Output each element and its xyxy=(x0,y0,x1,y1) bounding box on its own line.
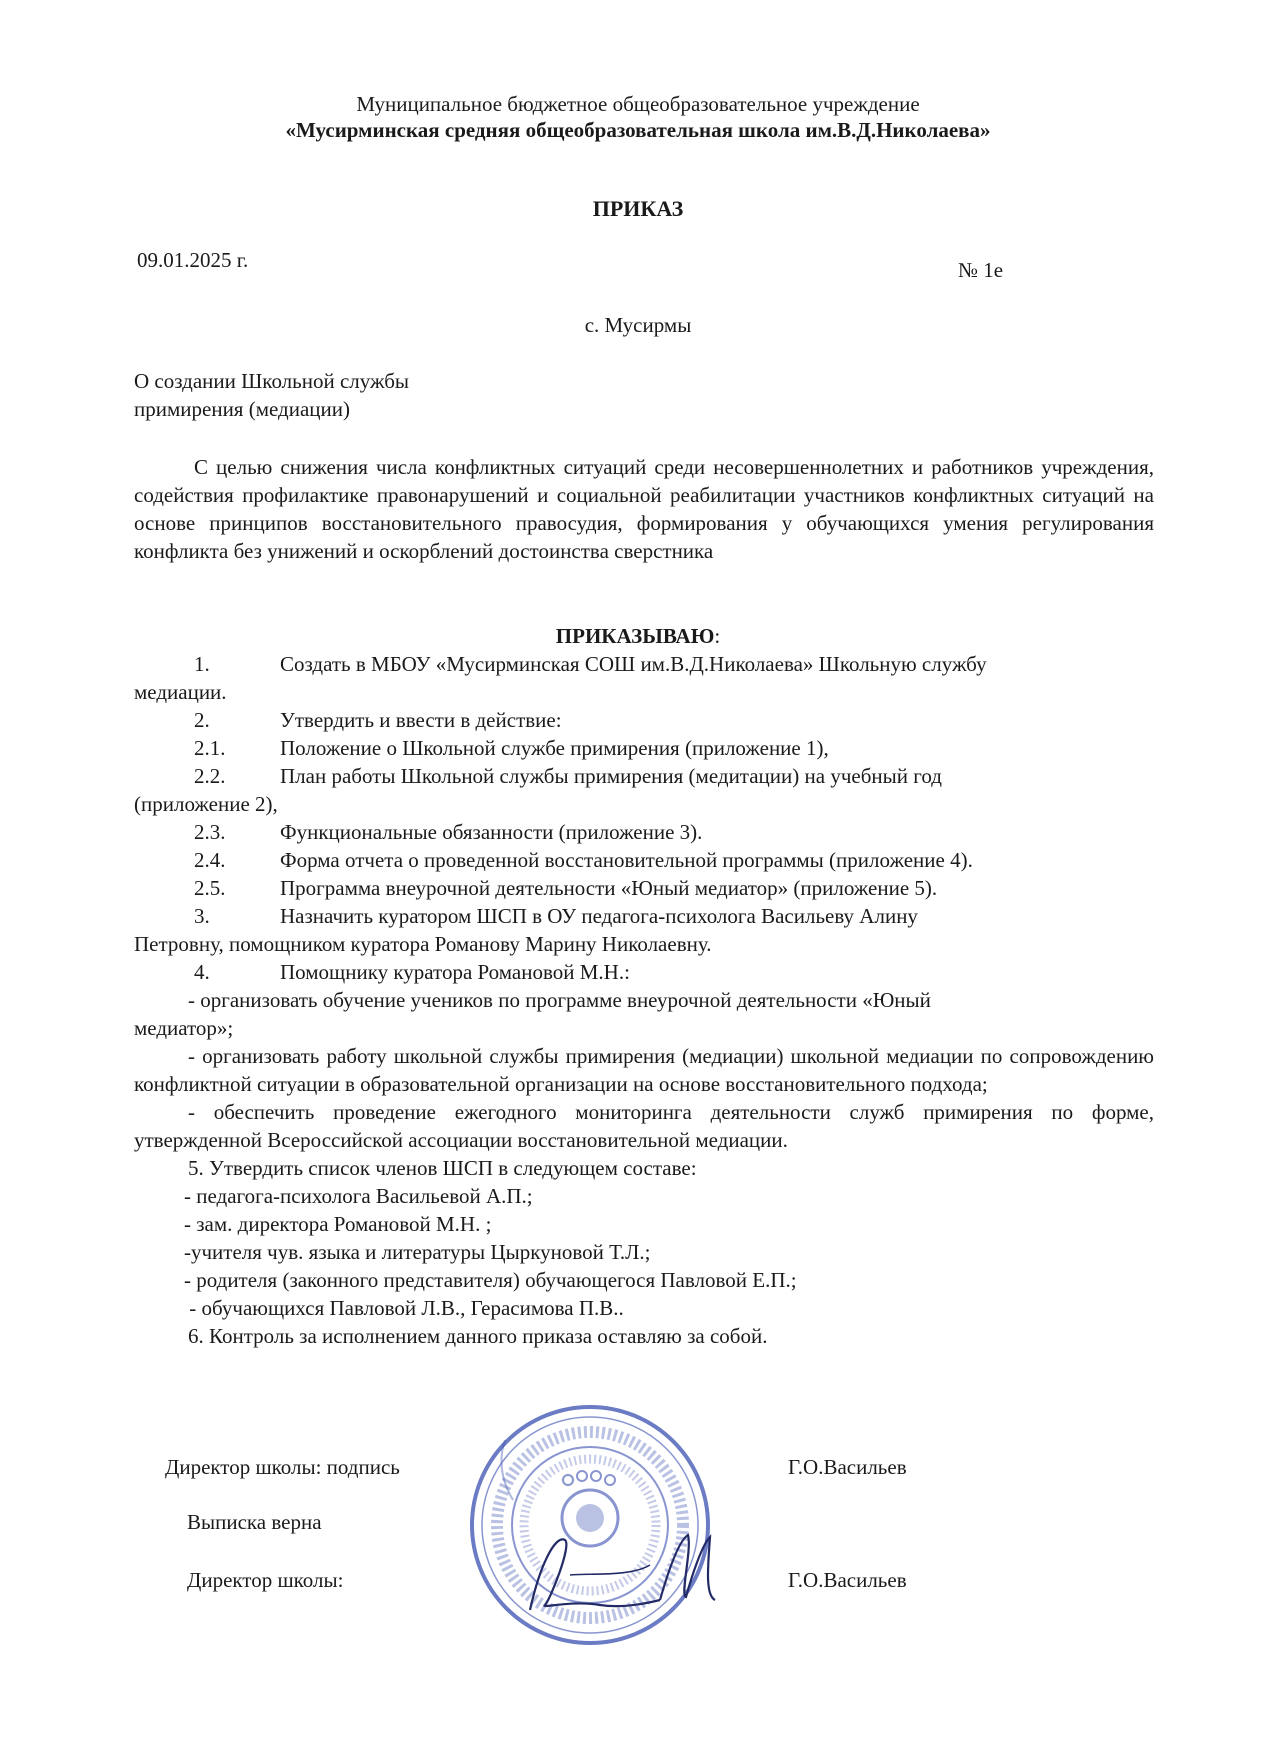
item-text: План работы Школьной службы примирения (медитации) на учебный год xyxy=(280,764,942,788)
handwritten-signature xyxy=(510,1505,730,1625)
item-number: 2.5. xyxy=(194,876,226,900)
order-item xyxy=(134,762,1154,818)
item-number: 2. xyxy=(194,708,210,732)
item-text: Помощнику куратора Романовой М.Н.: xyxy=(280,960,630,984)
control-clause: 6. Контроль за исполнением данного приказа оставляю за собой. xyxy=(188,1324,768,1348)
member-list-item: - родителя (законного представителя) обучающегося Павловой Е.П.; xyxy=(184,1268,797,1292)
document-title: ПРИКАЗ xyxy=(592,196,684,221)
document-place: с. Мусирмы xyxy=(584,313,692,337)
item-text: Утвердить и ввести в действие: xyxy=(280,708,562,732)
order-item xyxy=(134,734,1154,762)
organization-name-line1: Муниципальное бюджетное общеобразовательное учреждение xyxy=(356,92,920,116)
member-list-item: - педагога-психолога Васильевой А.П.; xyxy=(184,1184,533,1208)
member-list-item: -учителя чув. языка и литературы Цыркуновой Т.Л.; xyxy=(184,1240,651,1264)
order-item xyxy=(134,958,1154,986)
order-items xyxy=(134,650,1154,1350)
item-number: 3. xyxy=(194,904,210,928)
director-name: Г.О.Васильев xyxy=(788,1455,907,1479)
document-number: № 1е xyxy=(958,258,1004,282)
item-text: Назначить куратором ШСП в ОУ педагога-психолога Васильеву Алину xyxy=(280,904,918,928)
order-item xyxy=(134,650,1154,706)
assistant-task-continued: медиатор»; xyxy=(134,1016,234,1040)
member-list-item: - зам. директора Романовой М.Н. ; xyxy=(184,1212,492,1236)
order-colon: : xyxy=(714,624,721,648)
item-text: Положение о Школьной службе примирения (приложение 1), xyxy=(280,736,829,760)
item-text: Форма отчета о проведенной восстановительной программы (приложение 4). xyxy=(280,848,973,872)
order-word: ПРИКАЗЫВАЮ xyxy=(555,624,715,648)
organization-name-line2: «Мусирминская средняя общеобразовательная школа им.В.Д.Николаева» xyxy=(285,118,991,142)
item-text: Функциональные обязанности (приложение 3). xyxy=(280,820,703,844)
subject-line: примирения (медиации) xyxy=(134,397,350,421)
order-item xyxy=(134,706,1154,734)
document-date: 09.01.2025 г. xyxy=(137,248,249,272)
director-label: Директор школы: xyxy=(187,1568,344,1592)
item-text-continued: медиации. xyxy=(134,680,227,704)
item-number: 2.1. xyxy=(194,736,226,760)
order-heading xyxy=(0,624,1276,649)
director-name: Г.О.Васильев xyxy=(788,1568,907,1592)
item-number: 4. xyxy=(194,960,210,984)
item-text-continued: (приложение 2), xyxy=(134,792,278,816)
extract-verified-label: Выписка верна xyxy=(187,1510,322,1534)
assistant-task: - организовать обучение учеников по программе внеурочной деятельности «Юный xyxy=(188,988,931,1012)
assistant-task: - обеспечить проведение ежегодного мониторинга деятельности служб примирения по форме, утвержденной Всероссийской ассоциации восстановительной медиации. xyxy=(134,1100,1154,1152)
order-item xyxy=(134,818,1154,846)
members-heading: 5. Утвердить список членов ШСП в следующем составе: xyxy=(188,1156,697,1180)
item-text-continued: Петровну, помощником куратора Романову Марину Николаевну. xyxy=(134,932,712,956)
member-list-item: - обучающихся Павловой Л.В., Герасимова П.В.. xyxy=(184,1296,624,1320)
assistant-task: - организовать работу школьной службы примирения (медиации) школьной медиации по сопровождению конфликтной ситуации в образовательной организации на основе восстановительного подхода; xyxy=(134,1044,1154,1096)
order-item xyxy=(134,846,1154,874)
item-number: 1. xyxy=(194,652,210,676)
subject-line: О создании Школьной службы xyxy=(134,369,409,393)
order-item xyxy=(134,902,1154,958)
item-number: 2.3. xyxy=(194,820,226,844)
document-subject xyxy=(134,367,409,423)
item-text: Программа внеурочной деятельности «Юный медиатор» (приложение 5). xyxy=(280,876,938,900)
preamble-paragraph: С целью снижения числа конфликтных ситуаций среди несовершеннолетних и работников учреждения, содействия профилактике правонарушений и социальной реабилитации участников конфликтных ситуаций на основе принципов восстановительного правосудия, формирования у обучающихся умения регулирования конфликта без унижений и оскорблений достоинства сверстника xyxy=(134,455,1154,563)
item-number: 2.4. xyxy=(194,848,226,872)
order-item xyxy=(134,874,1154,902)
item-text: Создать в МБОУ «Мусирминская СОШ им.В.Д.Николаева» Школьную службу xyxy=(280,652,987,676)
item-number: 2.2. xyxy=(194,764,226,788)
director-signature-label: Директор школы: подпись xyxy=(165,1455,400,1479)
